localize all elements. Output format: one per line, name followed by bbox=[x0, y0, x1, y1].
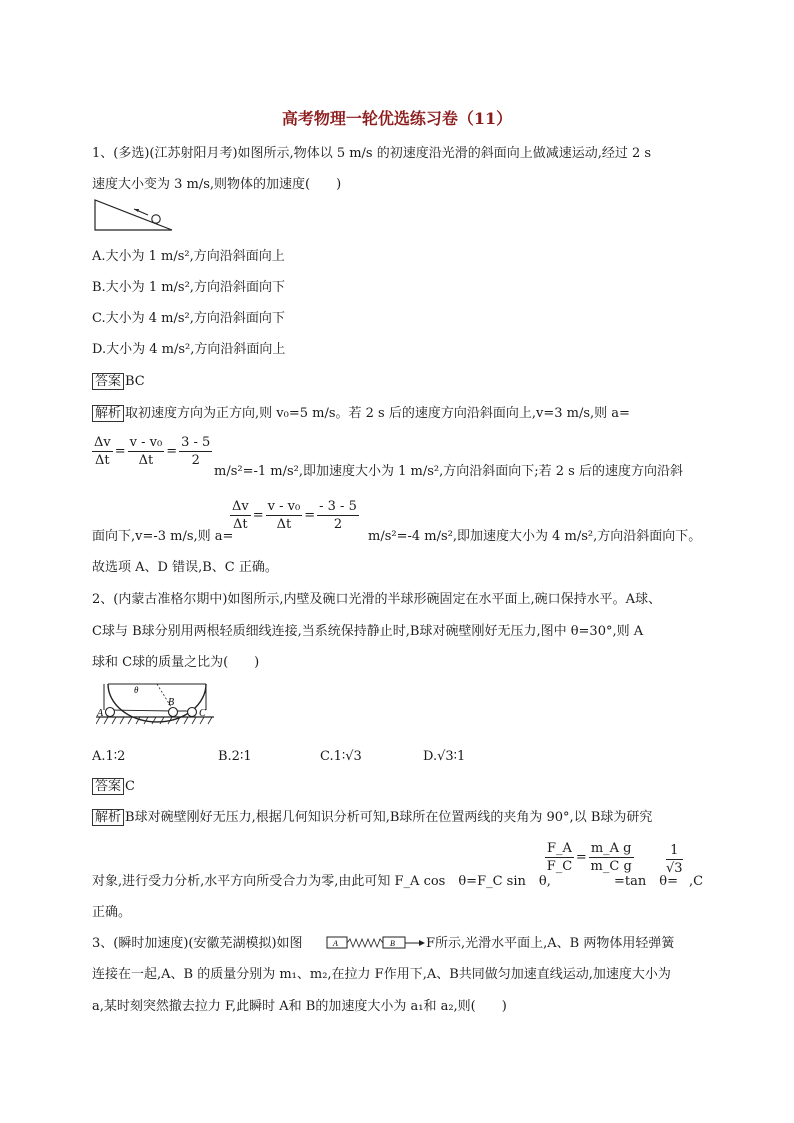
q3-spring-figure bbox=[326, 935, 426, 951]
frac-den: Δt bbox=[138, 453, 154, 468]
label-b: B bbox=[390, 939, 395, 948]
frac-num: m_A g bbox=[590, 841, 632, 856]
q2-option-a: A.1∶2 bbox=[92, 749, 126, 764]
q1-option-c: C.大小为 4 m/s²,方向沿斜面向下 bbox=[92, 311, 285, 326]
equals-sign: = bbox=[252, 508, 264, 523]
q1-fraction-1 bbox=[92, 434, 212, 469]
frac-den: Δt bbox=[95, 453, 110, 468]
q1-analysis-line3b: m/s²=-4 m/s²,即加速度大小为 4 m/s²,方向沿斜面向下。 bbox=[368, 529, 702, 544]
frac-num: Δv bbox=[232, 499, 249, 514]
frac-num: F_A bbox=[547, 841, 572, 856]
q2-fraction bbox=[545, 840, 634, 875]
page-title: 高考物理一轮优选练习卷（11） bbox=[281, 109, 513, 128]
frac-den: F_C bbox=[546, 859, 573, 874]
equals-sign: = bbox=[304, 508, 316, 523]
q1-analysis-line4: 故选项 A、D 错误,B、C 正确。 bbox=[92, 560, 278, 575]
frac-num: 3 - 5 bbox=[181, 435, 211, 450]
q1-option-b: B.大小为 1 m/s²,方向沿斜面向下 bbox=[92, 280, 285, 295]
equals-sign: = bbox=[166, 444, 178, 459]
q2-analysis-line2a: 对象,进行受力分析,水平方向所受合力为零,由此可知 F_A cos θ=F_C sin θ, bbox=[92, 874, 551, 889]
answer-tag: 答案 bbox=[92, 373, 124, 390]
q1-stem-line1: 1、(多选)(江苏射阳月考)如图所示,物体以 5 m/s 的初速度沿光滑的斜面向上做减速运动,经过 2 s bbox=[92, 146, 652, 161]
q1-analysis-line2: m/s²=-1 m/s²,即加速度大小为 1 m/s²,方向沿斜面向下;若 2 s 后的速度方向沿斜 bbox=[214, 464, 683, 479]
q2-analysis-line1 bbox=[92, 809, 652, 827]
answer-tag: 答案 bbox=[92, 778, 124, 795]
q1-answer-value: BC bbox=[125, 374, 145, 389]
q1-option-a: A.大小为 1 m/s²,方向沿斜面向上 bbox=[92, 249, 285, 264]
label-b: B bbox=[168, 697, 175, 708]
label-c: C bbox=[199, 708, 206, 719]
q2-analysis-line2b: =tan θ= bbox=[614, 874, 678, 889]
q2-option-c: C.1∶√3 bbox=[320, 749, 362, 764]
equals-sign: = bbox=[575, 850, 587, 865]
frac-den: √3 bbox=[666, 861, 683, 876]
frac-den: 2 bbox=[191, 453, 200, 468]
q1-analysis-line3a: 面向下,v=-3 m/s,则 a= bbox=[92, 529, 234, 544]
q1-analysis-text1: 取初速度方向为正方向,则 v₀=5 m/s。若 2 s 后的速度方向沿斜面向上,v=3 m/s,则 a= bbox=[125, 406, 630, 421]
q1-analysis-line1 bbox=[92, 405, 630, 423]
q2-answer-value: C bbox=[125, 779, 135, 794]
q1-stem-line2: 速度大小变为 3 m/s,则物体的加速度( ) bbox=[92, 177, 342, 192]
q2-bowl-figure bbox=[96, 680, 214, 730]
q3-stem-line1b: F所示,光滑水平面上,A、B 两物体用轻弹簧 bbox=[426, 936, 675, 951]
q2-option-b: B.2∶1 bbox=[218, 749, 252, 764]
q3-stem-line1a: 3、(瞬时加速度)(安徽芜湖模拟)如图 bbox=[92, 936, 303, 951]
frac-den: m_C g bbox=[590, 859, 632, 874]
label-a: A bbox=[333, 939, 338, 948]
frac-num: v - v₀ bbox=[129, 435, 163, 450]
frac-den: 2 bbox=[333, 517, 343, 532]
analysis-tag: 解析 bbox=[92, 405, 124, 422]
q1-option-d: D.大小为 4 m/s²,方向沿斜面向上 bbox=[92, 342, 286, 357]
frac-num: v - v₀ bbox=[267, 499, 301, 514]
q3-stem-line3: a,某时刻突然撤去拉力 F,此瞬时 A和 B的加速度大小为 a₁和 a₂,则( ) bbox=[92, 999, 507, 1014]
q2-analysis-line3: 正确。 bbox=[92, 905, 132, 920]
q2-stem-line2: C球与 B球分别用两根轻质细线连接,当系统保持静止时,B球对碗壁刚好无压力,图中 θ=30°,则 A bbox=[92, 624, 644, 639]
q1-fraction-2 bbox=[230, 498, 359, 533]
analysis-tag: 解析 bbox=[92, 809, 124, 826]
frac-num: 1 bbox=[666, 842, 683, 860]
q2-option-d: D.√3∶1 bbox=[423, 749, 466, 764]
q2-answer bbox=[92, 778, 135, 796]
frac-den: Δt bbox=[276, 517, 292, 532]
q1-incline-figure bbox=[94, 198, 174, 232]
q2-stem-line1: 2、(内蒙古准格尔期中)如图所示,内壁及碗口光滑的半球形碗固定在水平面上,碗口保持水平。A球、 bbox=[92, 592, 662, 607]
frac-num: Δv bbox=[94, 435, 111, 450]
q2-stem-line3: 球和 C球的质量之比为( ) bbox=[92, 655, 260, 670]
q2-fraction-b bbox=[666, 842, 683, 877]
q2-analysis-text1: B球对碗壁刚好无压力,根据几何知识分析可知,B球所在位置两线的夹角为 90°,以 B球为研究 bbox=[125, 810, 653, 825]
frac-num: - 3 - 5 bbox=[319, 499, 357, 514]
q1-answer bbox=[92, 373, 145, 391]
frac-den: Δt bbox=[233, 517, 248, 532]
label-theta: θ bbox=[134, 685, 139, 695]
equals-sign: = bbox=[114, 444, 126, 459]
label-a: A bbox=[97, 708, 104, 719]
q2-analysis-line2c: ,C bbox=[689, 874, 704, 889]
q3-stem-line2: 连接在一起,A、B 的质量分别为 m₁、m₂,在拉力 F作用下,A、B共同做匀加速直线运动,加速度大小为 bbox=[92, 967, 671, 982]
